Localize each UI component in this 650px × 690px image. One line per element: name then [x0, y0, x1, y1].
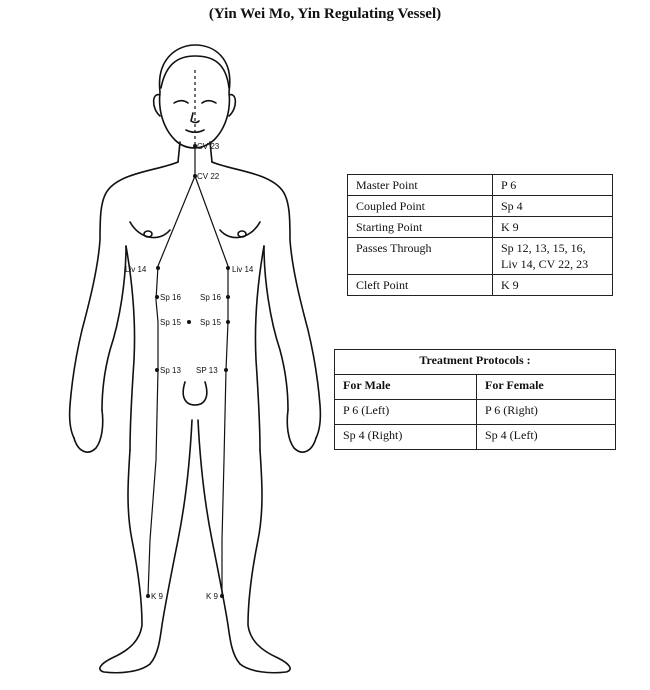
- male-cell: Sp 4 (Right): [335, 425, 477, 450]
- label-sp16-right: Sp 16: [160, 293, 181, 302]
- right-leg-outer: [240, 450, 290, 673]
- female-cell: Sp 4 (Left): [477, 425, 616, 450]
- row-value: Sp 4: [493, 196, 613, 217]
- table-row: [348, 217, 613, 238]
- row-label: Cleft Point: [348, 275, 493, 296]
- right-leg-inner: [198, 420, 240, 664]
- row-label: Coupled Point: [348, 196, 493, 217]
- table-row: [348, 238, 613, 275]
- row-label: Starting Point: [348, 217, 493, 238]
- treatment-protocol-table: [334, 349, 616, 450]
- row-label: Passes Through: [348, 238, 493, 275]
- row-value: P 6: [493, 175, 613, 196]
- row-label: Master Point: [348, 175, 493, 196]
- label-k9-left: K 9: [206, 592, 219, 601]
- left-leg-outer: [100, 450, 150, 673]
- protocol-heading: Treatment Protocols :: [335, 350, 616, 375]
- table-row: [335, 425, 616, 450]
- column-header-male: For Male: [335, 375, 477, 400]
- label-sp13-left: SP 13: [196, 366, 218, 375]
- label-cv23: CV 23: [197, 142, 220, 151]
- row-value-line-2: Liv 14, CV 22, 23: [501, 257, 589, 271]
- row-value: K 9: [493, 275, 613, 296]
- table-row: [348, 275, 613, 296]
- label-liv14-left: Liv 14: [232, 265, 254, 274]
- label-sp15-right: Sp 15: [160, 318, 181, 327]
- row-value-line-1: Sp 12, 13, 15, 16,: [501, 241, 586, 255]
- label-liv14-right: Liv 14: [125, 265, 147, 274]
- label-sp13-right: Sp 13: [160, 366, 181, 375]
- label-cv22: CV 22: [197, 172, 220, 181]
- vessel-info-table: [347, 174, 613, 296]
- page-title: (Yin Wei Mo, Yin Regulating Vessel): [208, 6, 442, 22]
- row-value: [493, 238, 613, 275]
- label-k9-right: K 9: [151, 592, 164, 601]
- male-cell: P 6 (Left): [335, 400, 477, 425]
- table-row: [348, 196, 613, 217]
- table-row: [348, 175, 613, 196]
- column-header-female: For Female: [477, 375, 616, 400]
- vessel-left: [148, 176, 195, 596]
- female-cell: P 6 (Right): [477, 400, 616, 425]
- label-sp16-left: Sp 16: [200, 293, 221, 302]
- row-value: K 9: [493, 217, 613, 238]
- vessel-right: [195, 176, 228, 596]
- label-sp15-left: Sp 15: [200, 318, 221, 327]
- table-row: [335, 400, 616, 425]
